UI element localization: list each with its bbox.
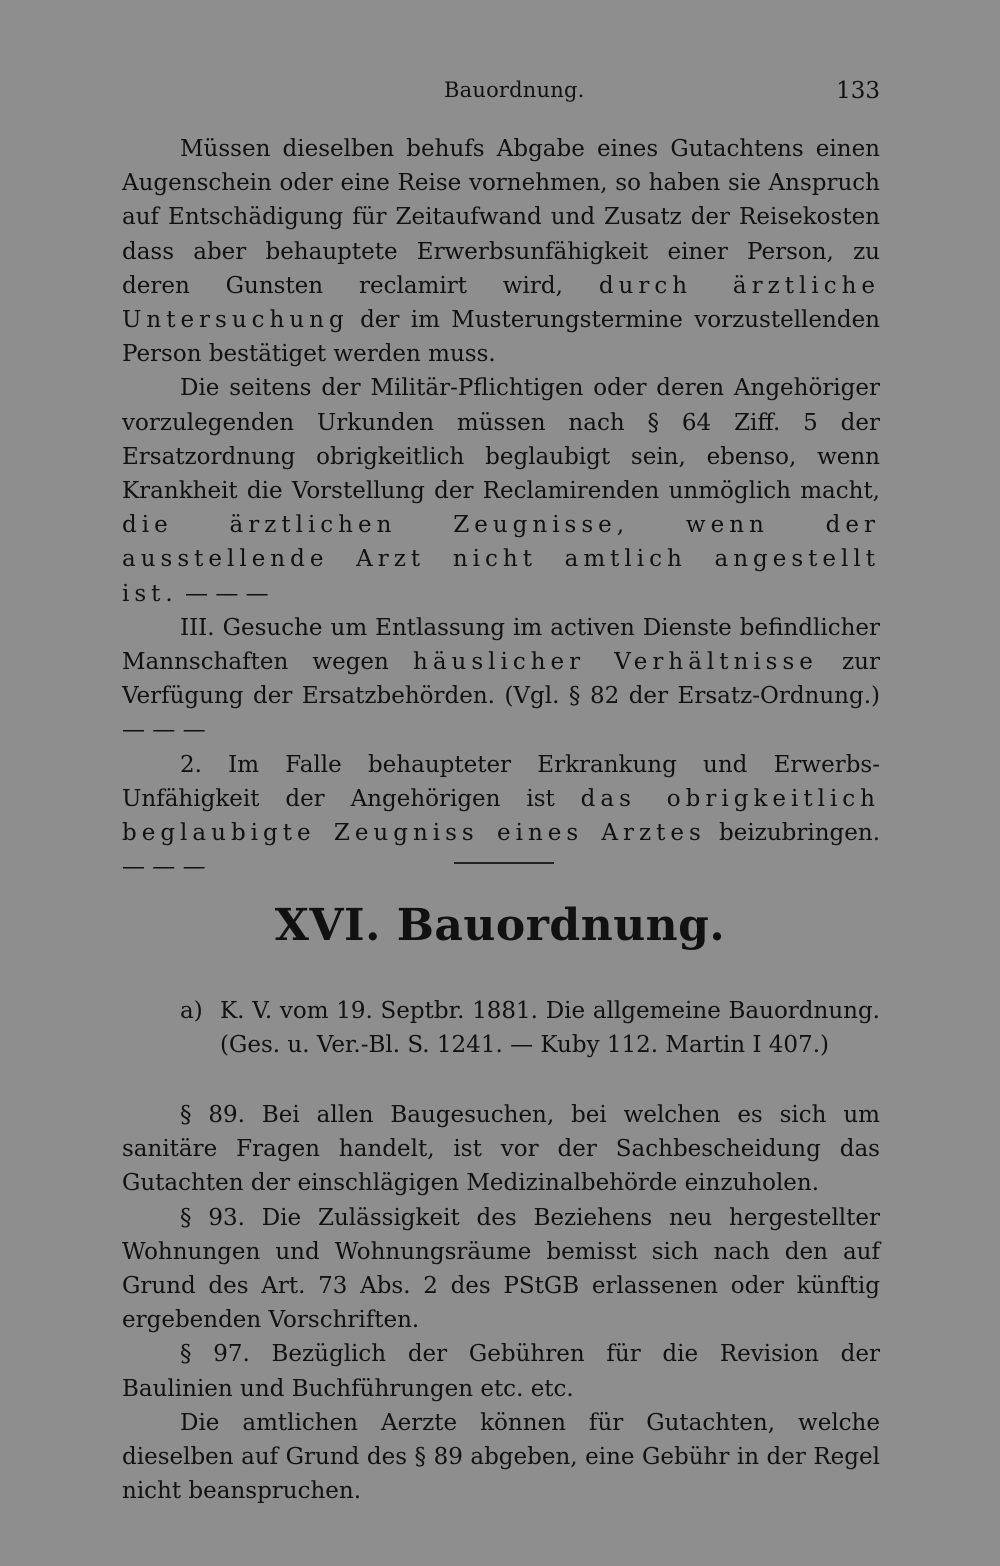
paragraph <box>122 132 880 371</box>
paragraph-section-97: § 97. Bezüglich der Gebühren für die Revision der Baulinien und Buchführungen etc. etc. <box>122 1341 880 1402</box>
spaced-emphasis: das obrigkeitlich beglaubigte Zeugniss eines Arztes <box>122 785 880 847</box>
paragraph <box>122 611 880 748</box>
paragraph <box>122 371 880 610</box>
section-divider <box>454 862 554 864</box>
running-head <box>120 78 880 114</box>
paragraph-final: Die amtlichen Aerzte können für Gutachten, welche dieselben auf Grund des § 89 abgeben, eine Gebühr in der Regel nicht beanspruchen. <box>122 1409 880 1505</box>
item-marker: a) <box>180 998 203 1024</box>
running-title: Bauordnung. <box>444 78 585 102</box>
paragraph-text: beizubringen. — — — <box>122 820 880 881</box>
body-text-upper <box>122 132 880 884</box>
spaced-emphasis: die ärztlichen Zeugnisse, wenn der ausstellende Arzt nicht amtlich angestellt ist. <box>122 512 880 607</box>
paragraph-text: Die seitens der Militär-Pflichtigen oder deren Angehöriger vorzulegenden Urkunden müssen nach § 64 Ziff. 5 der Ersatzordnung obrigkeitlich beglaubigt sein, ebenso, wenn Krankheit die Vorstellung der Reclamirenden unmöglich macht, <box>122 375 880 505</box>
enumerated-item <box>180 994 880 1062</box>
paragraph-text: III. Gesuche um Entlassung im activen Dienste befindlicher Mannschaften wegen <box>122 614 880 676</box>
spaced-emphasis: häuslicher Verhältnisse <box>413 649 818 676</box>
body-text-lower <box>122 1098 880 1508</box>
paragraph-text: der im Musterungstermine vorzustellenden Person bestätiget werden muss. <box>122 307 880 368</box>
page-number: 133 <box>836 78 880 104</box>
spaced-emphasis: durch ärztliche Untersuchung <box>122 272 881 334</box>
paragraph-text: — — — <box>177 580 269 607</box>
paragraph-section-93: § 93. Die Zulässigkeit des Beziehens neu hergestellter Wohnungen und Wohnungsräume bemisst sich nach den auf Grund des Art. 73 Abs. 2 des PStGB erlassenen oder künftig ergebenden Vorschriften. <box>122 1204 880 1334</box>
paragraph-text: zur Verfügung der Ersatzbehörden. (Vgl. § 82 der Ersatz-Ordnung.) — — — <box>122 649 880 744</box>
paragraph-section-89: § 89. Bei allen Baugesuchen, bei welchen es sich um sanitäre Fragen handelt, ist vor der Sachbescheidung das Gutachten der einschlägigen Medizinalbehörde einzuholen. <box>122 1102 880 1197</box>
chapter-heading: XVI. Bauordnung. <box>274 900 726 951</box>
item-text: K. V. vom 19. Septbr. 1881. Die allgemeine Bauordnung. (Ges. u. Ver.-Bl. S. 1241. — Kuby 112. Martin I 407.) <box>220 998 880 1059</box>
paragraph-text: 2. Im Falle behaupteter Erkrankung und Erwerbs-Unfähigkeit der Angehörigen ist <box>122 751 880 812</box>
paragraph-text: Müssen dieselben behufs Abgabe eines Gutachtens einen Augenschein oder eine Reise vornehmen, so haben sie Anspruch auf Entschädigung für Zeitaufwand und Zusatz der Reisekosten dass aber behauptete Erwerbsunfähigkeit einer Person, zu deren Gunsten reclamirt wird, <box>122 136 880 299</box>
